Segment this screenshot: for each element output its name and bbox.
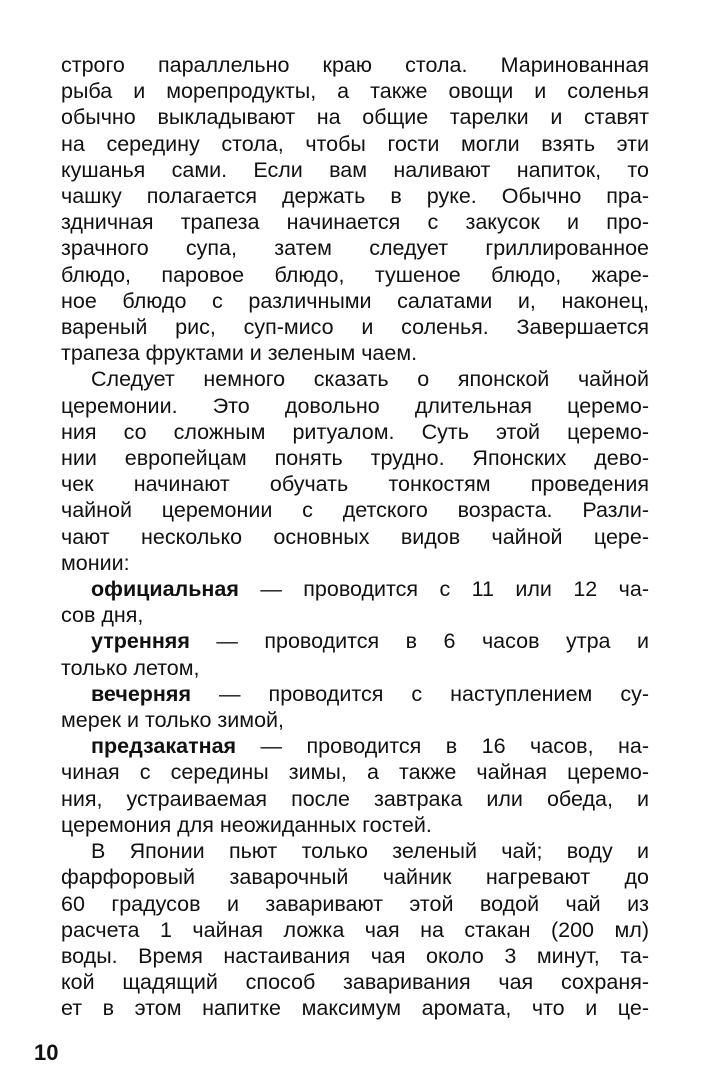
text-line: чиная с середины зимы, а также чайная церемо- (61, 760, 649, 785)
text-line: монии: (61, 550, 130, 575)
text-line: чашку полагается держать в руке. Обычно пра- (61, 184, 649, 209)
term-pre-sunset: предзакатная (91, 734, 237, 759)
text-line: кушанья сами. Если вам наливают напиток, то (61, 157, 649, 182)
definition-text: — проводится с наступлением су- (191, 681, 649, 706)
text-line: чек начинают обучать тонкостям проведения (61, 472, 649, 497)
definition-line (61, 733, 649, 759)
term-morning: утренняя (91, 629, 190, 654)
text-line: церемонии. Это довольно длительная церемо- (61, 393, 649, 418)
definition-line (61, 681, 649, 707)
definition-line (61, 576, 649, 602)
page-text (61, 52, 649, 1022)
text-line: ния со сложным ритуалом. Суть этой церемо- (61, 419, 649, 444)
term-evening: вечерняя (91, 681, 192, 706)
text-line: здничная трапеза начинается с закусок и про- (61, 210, 649, 235)
text-line: воды. Время настаивания чая около 3 минут, та- (61, 943, 649, 968)
text-line: В Японии пьют только зеленый чай; воду и (91, 839, 649, 864)
text-line: расчета 1 чайная ложка чая на стакан (200 мл) (61, 917, 649, 942)
text-line: строго параллельно краю стола. Маринованная (61, 53, 649, 77)
text-line: рыба и морепродукты, а также овощи и соленья (61, 79, 649, 104)
definition-line (61, 628, 649, 654)
text-line: ния, устраиваемая после завтрака или обеда, и (61, 786, 649, 811)
text-line: чайной церемонии с детского возраста. Разли- (61, 498, 649, 523)
definition-text: — проводится в 16 часов, на- (236, 734, 649, 759)
text-line: 60 градусов и заваривают этой водой чай из (61, 891, 649, 916)
text-line: трапеза фруктами и зеленым чаем. (61, 341, 418, 366)
text-line: Следует немного сказать о японской чайной (91, 367, 649, 392)
text-line: кой щадящий способ заваривания чая сохраня- (61, 970, 649, 995)
text-line: только летом, (61, 655, 200, 680)
text-line: чают несколько основных видов чайной цере- (61, 524, 649, 549)
text-line: фарфоровый заварочный чайник нагревают до (61, 865, 649, 890)
text-line: вареный рис, суп-мисо и соленья. Завершается (61, 315, 649, 340)
term-official: официальная (91, 577, 239, 602)
text-line: ет в этом напитке максимум аромата, что и це- (61, 996, 649, 1021)
definition-text: — проводится с 11 или 12 ча- (238, 577, 649, 602)
text-line: зрачного супа, затем следует гриллированное (61, 236, 649, 261)
text-line: нии европейцам понять трудно. Японских дево- (61, 446, 649, 471)
text-line: ное блюдо с различными салатами и, наконец, (61, 288, 649, 313)
text-line: на середину стола, чтобы гости могли взять эти (61, 131, 649, 156)
page-number: 10 (34, 1040, 59, 1065)
text-line: мерек и только зимой, (61, 708, 285, 733)
text-line: обычно выкладывают на общие тарелки и ставят (61, 105, 649, 130)
text-line: церемония для неожиданных гостей. (61, 812, 432, 837)
definition-text: — проводится в 6 часов утра и (189, 629, 649, 654)
text-line: сов дня, (61, 603, 144, 628)
text-line: блюдо, паровое блюдо, тушеное блюдо, жаре- (61, 262, 649, 287)
